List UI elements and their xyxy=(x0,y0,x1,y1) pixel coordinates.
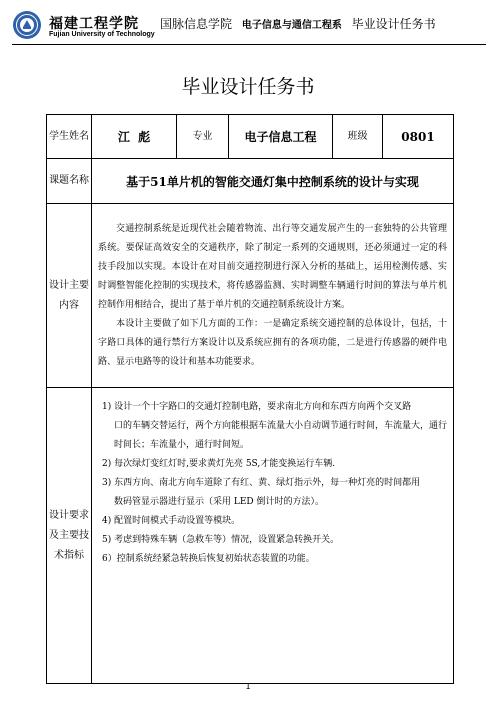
major-value: 电子信息工程 xyxy=(229,115,333,159)
university-name-cn: 福建工程学院 xyxy=(49,16,139,32)
content-paragraph: 本设计主要做了如下几方面的工作：一是确定系统交通控制的总体设计，包括，十字路口具体的通行禁行方案设计以及系统应拥有的各项功能，二是进行传感器的硬件电路、显示电路等的设计和基本功能要求。 xyxy=(98,318,447,367)
student-name-value: 江 彪 xyxy=(92,115,177,159)
requirement-item: 1) 设计一个十字路口的交通灯控制电路，要求南北方向和东西方向两个交叉路 口的车辆交替运行，两个方向能根据车流量大小自动调节通行时间，车流量大，通行时间长；车流量小，通行时间短。 xyxy=(102,402,448,450)
college-name: 国脉信息学院 xyxy=(160,17,233,31)
student-row xyxy=(47,115,454,159)
requirement-item: 5) 考虑到特殊车辆（急救车等）情况，设置紧急转换开关。 xyxy=(102,535,340,545)
requirements-label: 设计要求及主要技术指标 xyxy=(47,388,92,684)
class-label: 班级 xyxy=(333,115,383,159)
requirement-item: 2) 每次绿灯变红灯时,要求黄灯先亮 5S,才能变换运行车辆. xyxy=(102,459,336,469)
page-title: 毕业设计任务书 xyxy=(181,76,315,98)
content-row xyxy=(47,204,454,388)
task-form-table xyxy=(46,114,454,684)
requirement-item: 6）控制系统经紧急转换后恢复初始状态装置的功能。 xyxy=(102,554,315,564)
university-logo-icon xyxy=(12,10,42,40)
topic-value: 基于51单片机的智能交通灯集中控制系统的设计与实现 xyxy=(92,159,454,204)
topic-row xyxy=(47,159,454,204)
header-divider xyxy=(12,44,486,45)
requirements-list xyxy=(92,388,454,684)
page-number: 1 xyxy=(245,682,251,691)
requirements-row xyxy=(47,388,454,684)
department-name: 电子信息与通信工程系 xyxy=(241,20,342,31)
content-paragraph: 交通控制系统是近现代社会随着物流、出行等交通发展产生的一套独特的公共管理系统。要保证高效安全的交通秩序，除了制定一系列的交通规则，还必须通过一定的科技手段加以实现。本设计在对目前交通控制进行深入分析的基础上，运用检测传感、实时调整智能化控制的实现技术，将传感器监测、实时调整车辆通行时间的算法与单片机控制作用相结合，提出了基于单片机的交通控制系统设计方案。 xyxy=(98,223,447,310)
student-name-label: 学生姓名 xyxy=(47,115,92,159)
document-type: 毕业设计任务书 xyxy=(351,17,436,31)
content-text xyxy=(92,204,454,388)
requirement-item: 3) 东西方向、南北方向车道除了有红、黄、绿灯指示外，每一种灯亮的时间都用 数码管显示器进行显示（采用 LED 倒计时的方法）。 xyxy=(102,478,421,507)
page-header xyxy=(12,10,486,40)
major-label: 专业 xyxy=(177,115,229,159)
topic-label: 课题名称 xyxy=(47,159,92,204)
requirement-item: 4) 配置时间模式手动设置等模块。 xyxy=(102,516,241,526)
header-text xyxy=(160,15,436,32)
university-name-en: Fujian University of Technology xyxy=(49,31,155,38)
content-label: 设计主要内容 xyxy=(47,204,92,388)
class-value: 0801 xyxy=(383,115,454,159)
